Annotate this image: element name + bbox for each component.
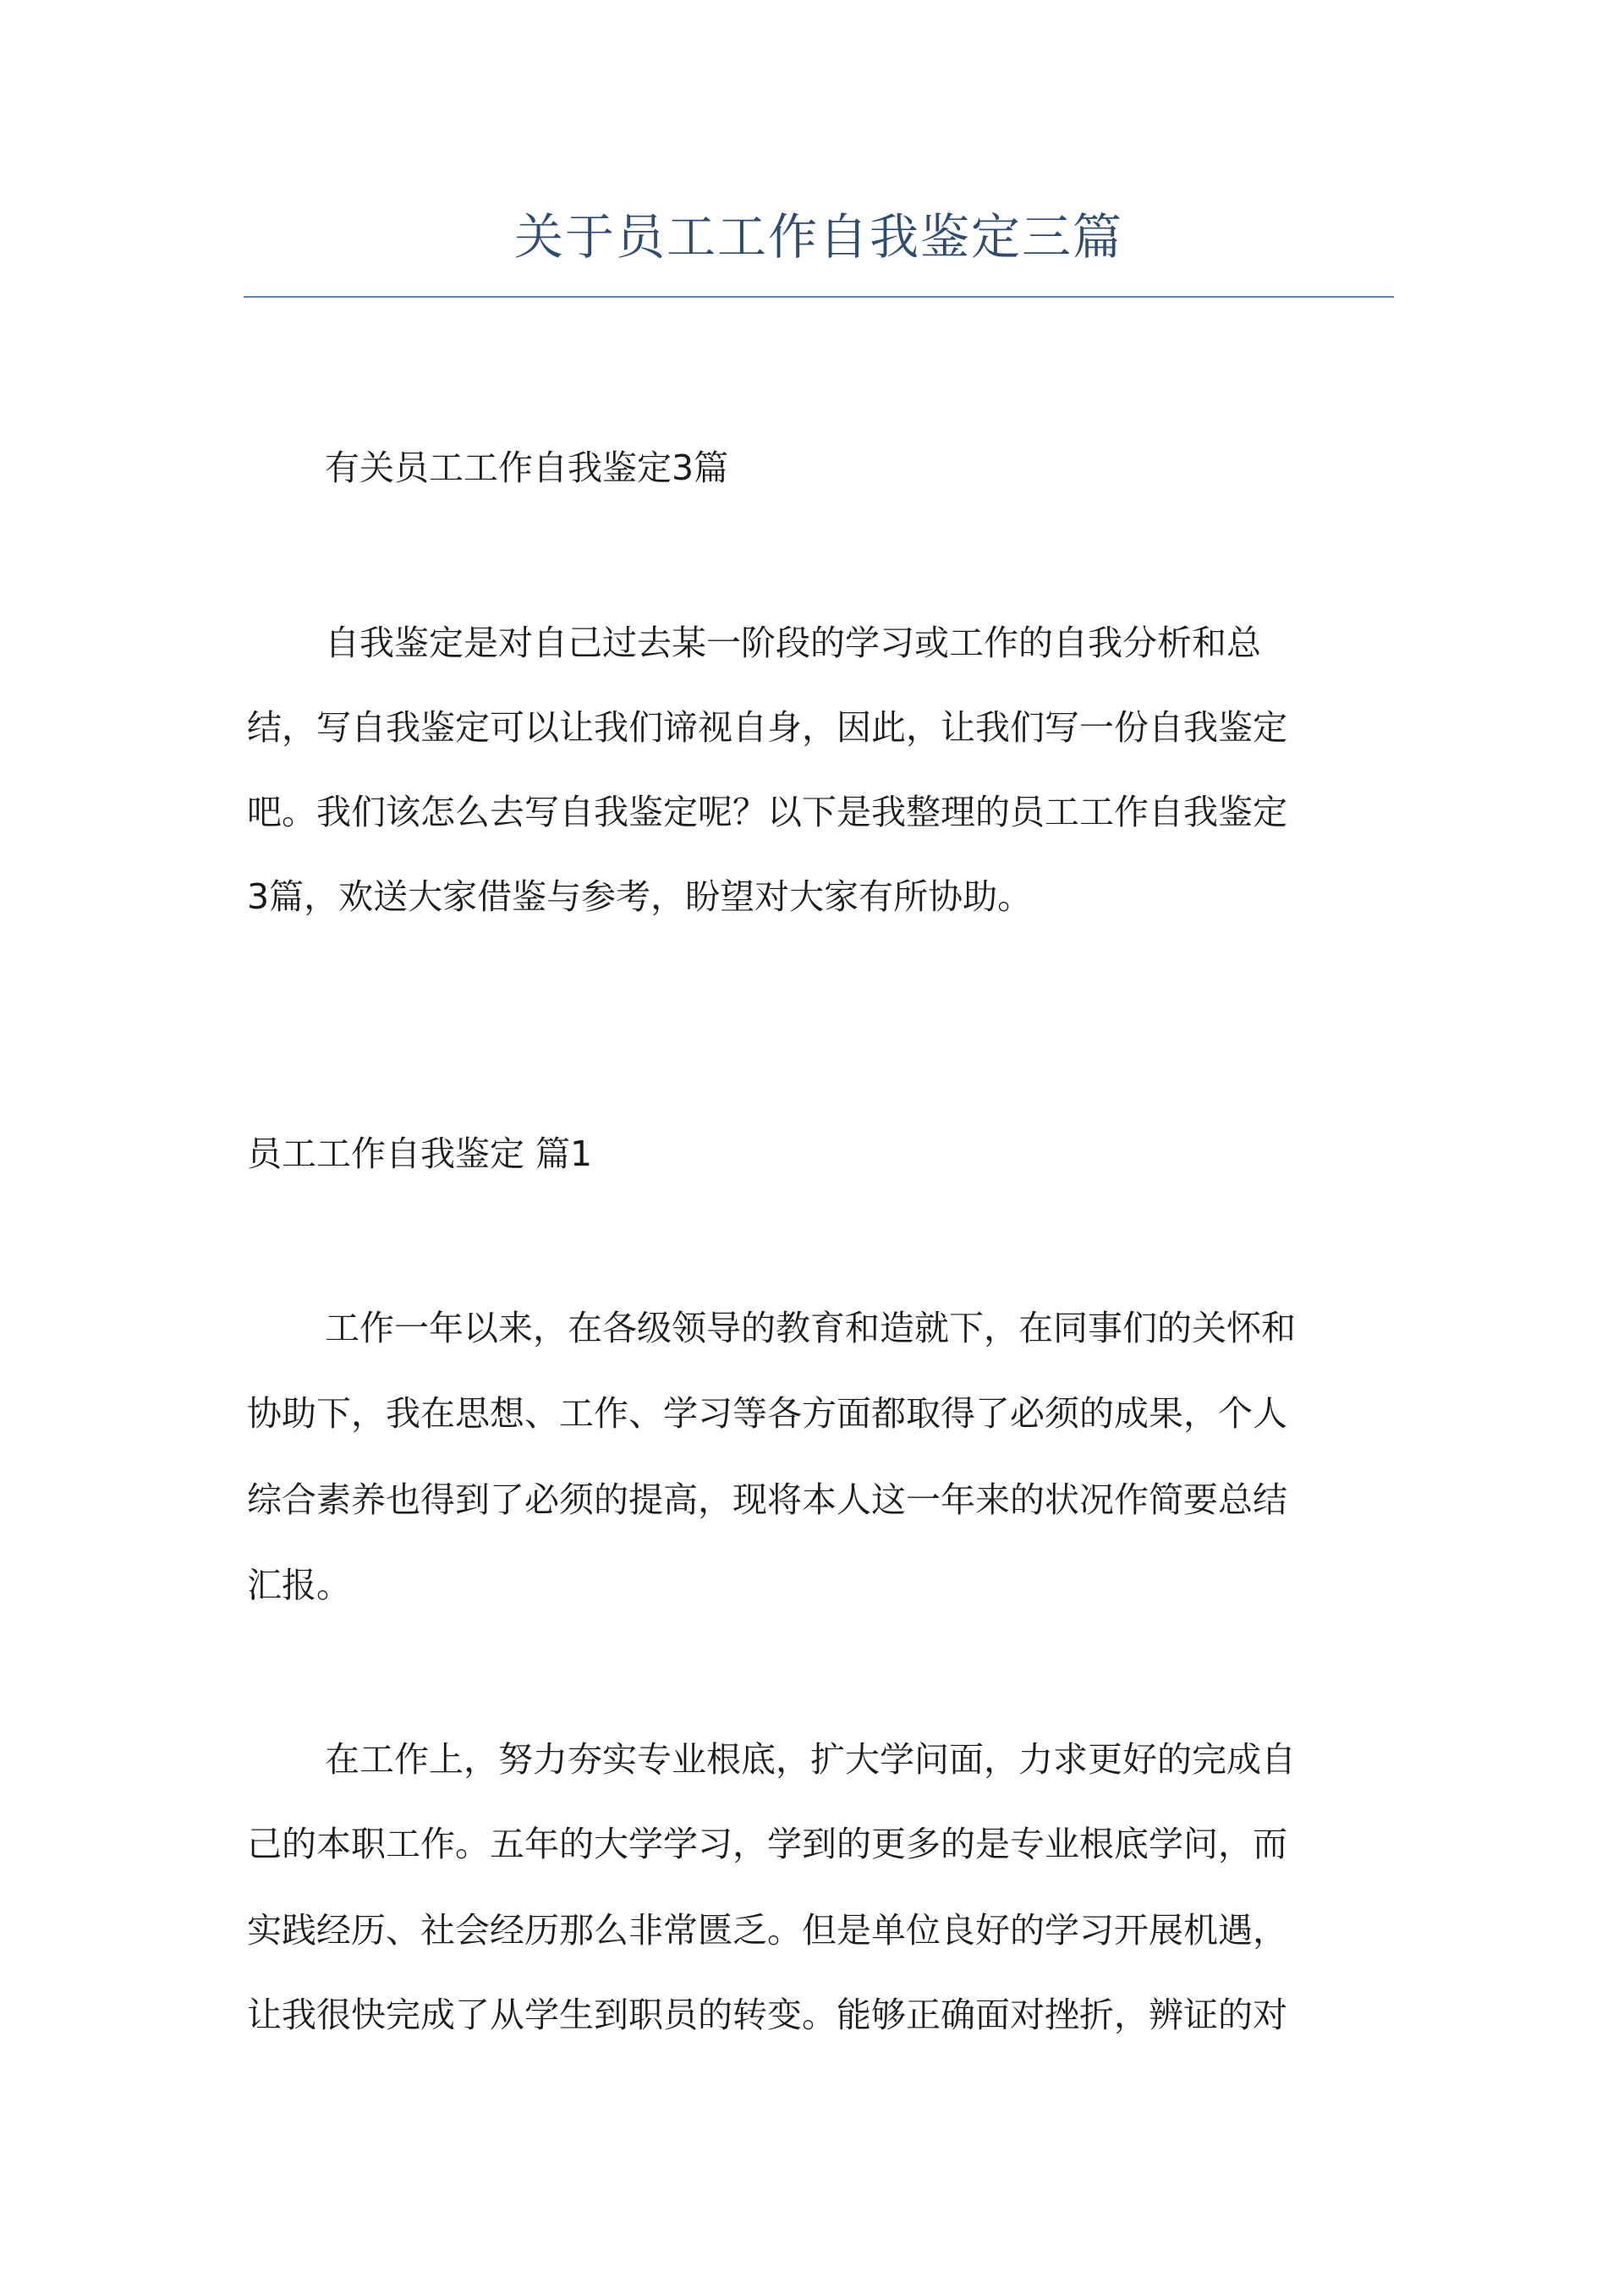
intro-line-2: 结，写自我鉴定可以让我们谛视自身，因此，让我们写一份自我鉴定 (247, 707, 1287, 748)
paragraph2-line-4: 让我很快完成了从学生到职员的转变。能够正确面对挫折，辨证的对 (247, 1995, 1287, 2035)
document-subtitle: 有关员工工作自我鉴定3篇 (325, 447, 729, 488)
intro-line-3: 吧。我们该怎么去写自我鉴定呢？以下是我整理的员工工作自我鉴定 (247, 792, 1287, 832)
section-heading: 员工工作自我鉴定 篇1 (247, 1133, 593, 1174)
title-underline (244, 296, 1394, 298)
document-title: 关于员工工作自我鉴定三篇 (513, 208, 1123, 266)
paragraph1-line-3: 综合素养也得到了必须的提高，现将本人这一年来的状况作简要总结 (247, 1479, 1287, 1520)
paragraph2-line-1: 在工作上，努力夯实专业根底，扩大学问面，力求更好的完成自 (325, 1739, 1296, 1780)
paragraph2-line-2: 己的本职工作。五年的大学学习，学到的更多的是专业根底学问，而 (247, 1824, 1287, 1864)
paragraph1-line-1: 工作一年以来，在各级领导的教育和造就下，在同事们的关怀和 (325, 1308, 1296, 1348)
paragraph1-line-2: 协助下，我在思想、工作、学习等各方面都取得了必须的成果，个人 (247, 1393, 1287, 1434)
intro-line-4: 3篇，欢送大家借鉴与参考，盼望对大家有所协助。 (247, 876, 1033, 917)
paragraph1-line-4: 汇报。 (247, 1565, 351, 1605)
paragraph2-line-3: 实践经历、社会经历那么非常匮乏。但是单位良好的学习开展机遇， (247, 1910, 1287, 1951)
intro-line-1: 自我鉴定是对自己过去某一阶段的学习或工作的自我分析和总 (325, 623, 1261, 663)
